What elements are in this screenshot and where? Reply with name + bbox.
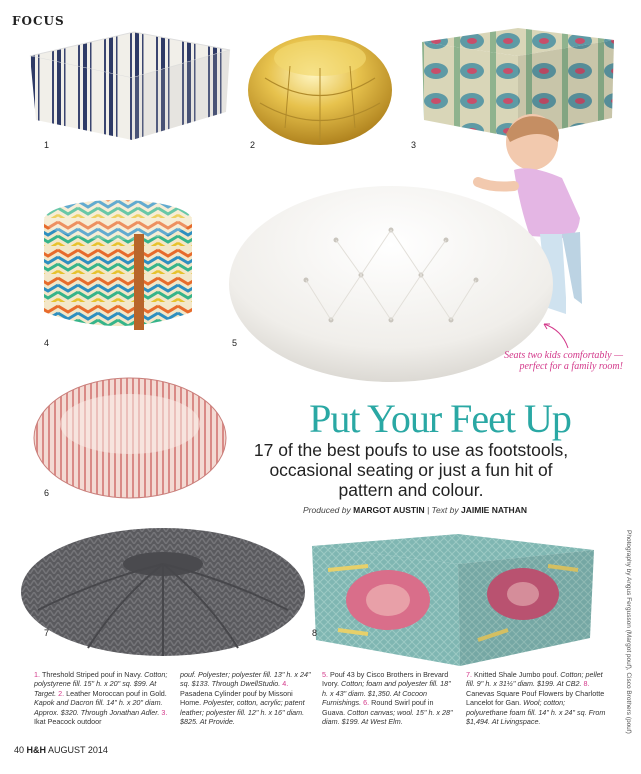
caption-8-body: Wool; cotton; polyurethane foam fill. 14" h. x 24" sq. From $1,494. At Livingspace. (466, 698, 606, 727)
product-number-7: 7 (44, 628, 50, 638)
page-footer (14, 745, 108, 755)
caption-2-body: Kapok and Dacron fill. 14" h. x 20" diam. Approx. $320. Through Jonathan Adler. (34, 698, 163, 717)
caption-1-number: 1. (34, 670, 40, 679)
caption-1-body: Cotton; polystyrene fill. 15" h. x 20" sq. $99. At Target. (34, 670, 168, 698)
page-number: 40 (14, 745, 25, 755)
pull-quote: Seats two kids comfortably — perfect for a family room! (504, 350, 623, 372)
caption-7-body: Cotton; pellet fill. 9" h. x 31½" diam. $199. At CB2. (466, 670, 603, 689)
caption-2-number: 2. (58, 688, 65, 698)
photo-credit: Photography by Angus Fergusson (Margot pouf), Cisco Brothers (pouf) (625, 530, 632, 734)
caption-4-body: Polyester, cotton, acrylic; patent leather; polyester fill. 12" h. x 16" diam. $825. At Provide. (180, 698, 305, 727)
credits (250, 505, 580, 515)
deck: 17 of the best poufs to use as footstools, occasional seating or just a fun hit of pattern and colour. (253, 440, 569, 500)
caption-4-title: Pasadena Cylinder pouf by Missoni Home. (180, 688, 293, 708)
canevas-flowers-pouf-image (308, 530, 598, 670)
product-number-8: 8 (312, 628, 318, 638)
caption-column-4 (466, 670, 606, 726)
credit-separator: | (426, 505, 432, 515)
product-number-1: 1 (44, 140, 50, 150)
quote-arrow (538, 318, 578, 352)
caption-7-number: 7. (466, 670, 472, 679)
knitted-pouf-image (18, 520, 308, 660)
product-number-3: 3 (411, 140, 417, 150)
caption-6-body: Cotton canvas; wool. 15" h. x 28" diam. $199. At West Elm. (322, 707, 453, 727)
headline: Put Your Feet Up (309, 396, 571, 441)
striped-pouf-image (22, 24, 237, 144)
product-number-6: 6 (44, 488, 50, 498)
caption-8-title: Canevas Square Pouf Flowers by Charlotte Lancelot for Gan. (466, 688, 605, 708)
caption-6-title: Round Swirl pouf in Guava. (322, 698, 434, 717)
caption-8-number: 8. (583, 679, 590, 689)
caption-4-number: 4. (282, 679, 289, 689)
caption-3-title: Ikat Peacock outdoor (34, 717, 102, 727)
swirl-pouf-image (30, 372, 230, 502)
issue-date: AUGUST 2014 (48, 745, 108, 755)
caption-1-title: Threshold Striped pouf in Navy. (42, 670, 143, 679)
gold-leather-pouf-image (245, 18, 395, 148)
caption-2-title: Leather Moroccan pouf in Gold. (66, 688, 167, 698)
caption-7-title: Knitted Shale Jumbo pouf. (474, 670, 559, 679)
caption-5-title: Pouf 43 by Cisco Brothers in Brevard Ivory. (322, 670, 449, 689)
caption-column-3 (322, 670, 456, 726)
text-by-label: Text by (431, 505, 459, 515)
product-number-5: 5 (232, 338, 238, 348)
produced-by-name: MARGOT AUSTIN (353, 505, 425, 515)
produced-by-label: Produced by (303, 505, 351, 515)
caption-column-2 (180, 670, 314, 726)
caption-column-1 (34, 670, 168, 726)
section-label: FOCUS (12, 14, 65, 28)
product-number-2: 2 (250, 140, 256, 150)
missoni-cylinder-pouf-image (38, 190, 198, 340)
caption-5-body: Cotton; foam and polyester fill. 18" h. x 43" diam. $1,350. At Cocoon Furnishings. (322, 679, 451, 708)
caption-6-number: 6. (363, 698, 370, 708)
caption-3-body: pouf. Polyester; polyester fill. 13" h. x 24" sq. $133. Through DwellStudio. (180, 670, 311, 689)
caption-5-number: 5. (322, 670, 328, 679)
product-number-4: 4 (44, 338, 50, 348)
caption-3-number: 3. (161, 707, 168, 717)
text-by-name: JAIMIE NATHAN (461, 505, 527, 515)
magazine-brand: H&H (26, 745, 47, 755)
